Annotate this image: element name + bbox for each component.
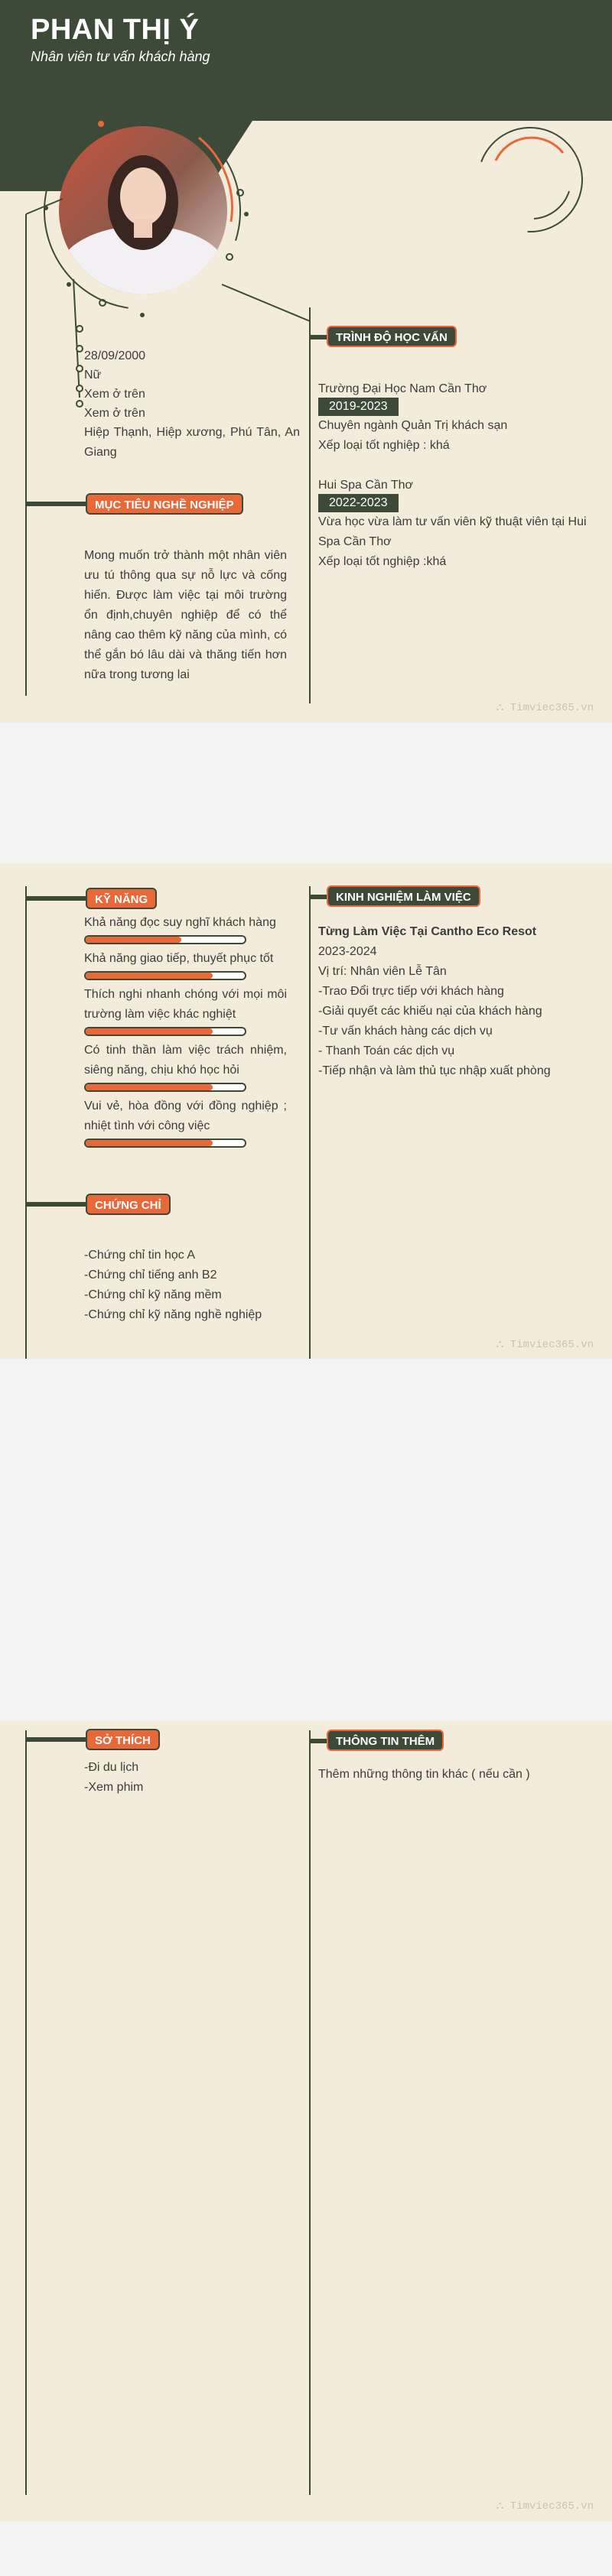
experience-duty: -Trao Đổi trực tiếp với khách hàng	[318, 985, 504, 998]
birthday: 28/09/2000	[84, 349, 146, 362]
skill-name: Có tinh thần làm việc trách nhiệm, siêng năng, chịu khó học hỏi	[84, 1044, 287, 1077]
experience-company: Từng Làm Việc Tại Cantho Eco Resot	[318, 925, 537, 938]
section-bar	[26, 1737, 87, 1742]
gender: Nữ	[84, 369, 102, 382]
section-bar	[26, 502, 87, 506]
skill-name: Thích nghi nhanh chóng với mọi môi trường làm việc khác nghiệt	[84, 988, 287, 1021]
job-title: Nhân viên tư vấn khách hàng	[31, 49, 210, 64]
skill-level-bar	[84, 971, 246, 980]
objective-heading: MỤC TIÊU NGHỀ NGHIỆP	[86, 493, 243, 515]
skill-name: Khả năng đọc suy nghĩ khách hàng	[84, 916, 276, 929]
education-line: Vừa học vừa làm tư vấn viên kỹ thuật viên tại Hui Spa Cần Thơ	[318, 515, 587, 548]
skills-heading: KỸ NĂNG	[86, 888, 157, 909]
watermark: ⛬ Timviec365.vn	[496, 1339, 594, 1351]
certificate-item: -Chứng chỉ tin học A	[84, 1249, 196, 1262]
skill-level-bar	[84, 1139, 246, 1148]
experience-duty: -Tư vấn khách hàng các dịch vụ	[318, 1025, 493, 1038]
section-bar	[26, 1202, 87, 1207]
experience-duty: -Tiếp nhận và làm thủ tục nhập xuất phòng	[318, 1064, 551, 1077]
skill-level-fill	[86, 1028, 213, 1035]
cv-page-3	[0, 1721, 612, 2522]
education-school: Trường Đại Học Nam Cần Thơ	[318, 382, 487, 395]
timeline-line	[309, 886, 311, 1359]
section-bar	[310, 335, 327, 339]
experience-duty: - Thanh Toán các dịch vụ	[318, 1044, 455, 1057]
timeline-line	[25, 886, 27, 1359]
watermark: ⛬ Timviec365.vn	[496, 702, 594, 714]
timeline-line	[309, 1730, 311, 2495]
more-info-text: Thêm những thông tin khác ( nếu cần )	[318, 1768, 530, 1781]
address: Hiệp Thạnh, Hiệp xương, Phú Tân, An Giang	[84, 426, 300, 459]
objective-text: Mong muốn trở thành một nhân viên ưu tú thông qua sự nỗ lực và cống hiến. Được làm việc tại môi trường ổn định,chuyên nghiệp để có thể nâng cao thêm kỹ năng của mình, có thể gắn bó lâu dài và thăng tiến hơn nữa trong tương lai	[84, 549, 287, 681]
education-years: 2019-2023	[318, 398, 399, 416]
hobby-item: -Đi du lịch	[84, 1761, 139, 1774]
email: Xem ở trên	[84, 407, 145, 420]
education-line: Chuyên ngành Quản Trị khách sạn	[318, 419, 508, 432]
skill-level-bar	[84, 935, 246, 944]
education-school: Hui Spa Cần Thơ	[318, 479, 414, 492]
section-bar	[310, 895, 327, 899]
certificates-heading: CHỨNG CHỈ	[86, 1194, 171, 1215]
cv-page-2	[0, 863, 612, 1359]
more-info-heading: THÔNG TIN THÊM	[327, 1730, 444, 1751]
cv-page-1	[0, 0, 612, 723]
skill-level-fill	[86, 973, 213, 979]
certificate-item: -Chứng chỉ tiếng anh B2	[84, 1269, 217, 1282]
education-years: 2022-2023	[318, 494, 399, 512]
experience-period: 2023-2024	[318, 945, 377, 958]
skill-level-fill	[86, 937, 181, 943]
education-line: Xếp loại tốt nghiệp :khá	[318, 555, 447, 568]
section-bar	[26, 896, 87, 901]
section-bar	[310, 1739, 327, 1743]
experience-duty: -Giải quyết các khiếu nại của khách hàng	[318, 1005, 542, 1018]
skill-level-bar	[84, 1083, 246, 1092]
skill-level-bar	[84, 1027, 246, 1036]
hobby-item: -Xem phim	[84, 1781, 144, 1794]
experience-heading: KINH NGHIỆM LÀM VIỆC	[327, 885, 480, 907]
hobbies-heading: SỞ THÍCH	[86, 1729, 160, 1750]
skill-level-fill	[86, 1140, 213, 1146]
watermark: ⛬ Timviec365.vn	[496, 2500, 594, 2513]
candidate-name: PHAN THỊ Ý	[31, 14, 200, 46]
certificate-item: -Chứng chỉ kỹ năng mềm	[84, 1288, 222, 1301]
timeline-line	[25, 1730, 27, 2495]
education-line: Xếp loại tốt nghiệp : khá	[318, 439, 450, 452]
skill-name: Khả năng giao tiếp, thuyết phục tốt	[84, 952, 274, 965]
skill-name: Vui vẻ, hòa đồng với đồng nghiệp ; nhiệt tình với công việc	[84, 1100, 287, 1132]
phone: Xem ở trên	[84, 388, 145, 401]
experience-position: Vị trí: Nhân viên Lễ Tân	[318, 965, 447, 978]
certificate-item: -Chứng chỉ kỹ năng nghề nghiệp	[84, 1308, 262, 1321]
skill-level-fill	[86, 1084, 213, 1090]
education-heading: TRÌNH ĐỘ HỌC VẤN	[327, 326, 457, 347]
